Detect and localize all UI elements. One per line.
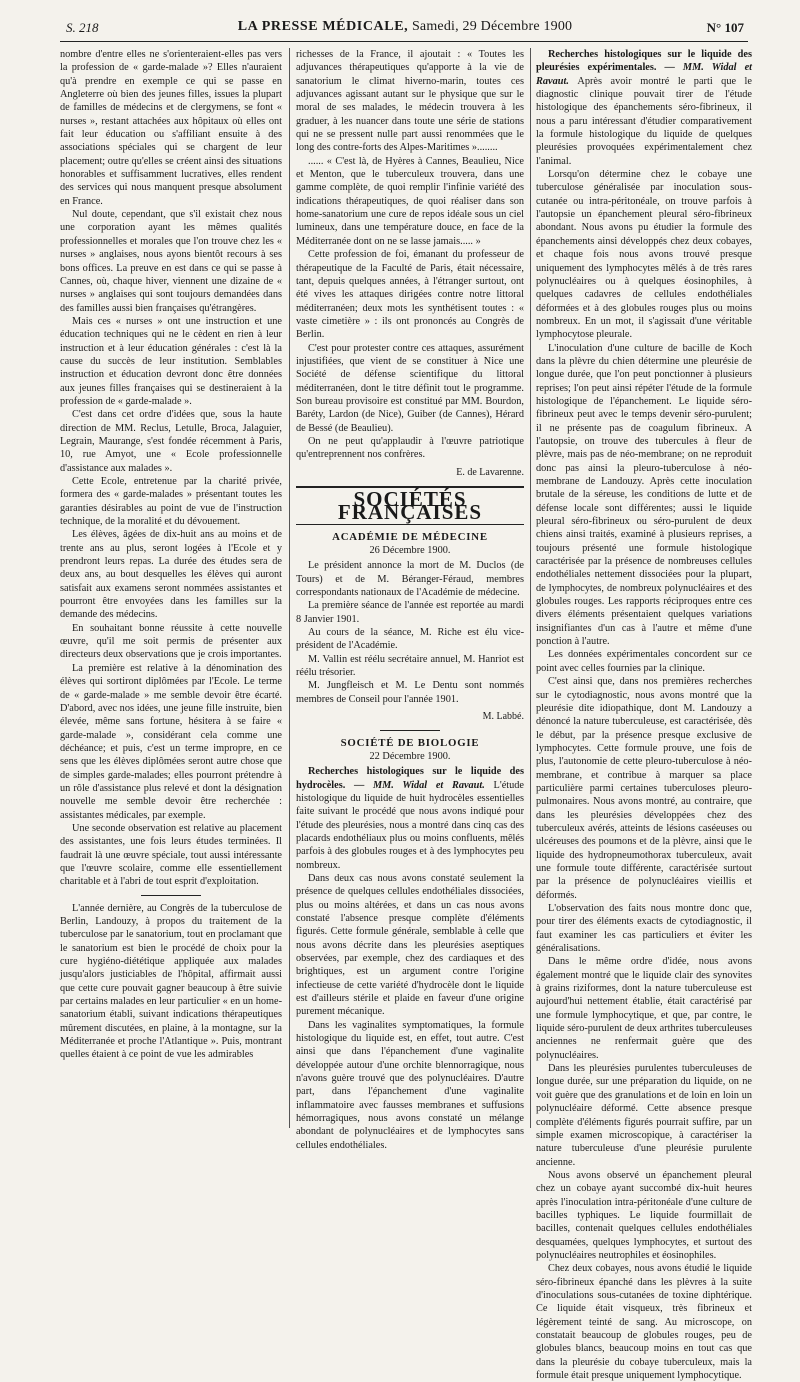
journal-title: LA PRESSE MÉDICALE, xyxy=(237,19,409,34)
paragraph: richesses de la France, il ajoutait : « Toutes les adjuvances thérapeutiques qu'apporte à la vie de sanatorium le climat hiverno-marin, toutes ces adjuvances agissant autant sur le physique que sur le moral de ses malades, le médecin trouvera à les graduer, à les nuancer dans toute une série de stations qui ne se pressent nulle part aussi renommées que le long des contre-forts des Alpes-Maritimes »........ xyxy=(296,49,524,154)
paragraph: On ne peut qu'applaudir à l'œuvre patriotique qu'entreprennent nos confrères. xyxy=(296,435,524,461)
paragraph: C'est dans cet ordre d'idées que, sous la haute direction de MM. Reclus, Letulle, Broca, Jalaguier, Legrain, Maurange, s'est fondée récemment à Paris, 10, rue Amyot, une « Ecole professionnelle d'assistance aux malades ». xyxy=(60,409,282,474)
column-right xyxy=(536,48,752,1382)
page-header xyxy=(66,16,744,44)
society-title: ACADÉMIE DE MÉDECINE xyxy=(332,530,488,543)
paragraph: Chez deux cobayes, nous avons étudié le liquide séro-fibrineux épanché dans les plèvres à la suite d'inoculations sous-cutanées de toxine diphtérique. Ce liquide était visqueux, très fibrineux et légèrement teinté de sang. Au microscope, on constatait beaucoup de globules rouges, peu de globules blancs, beaucoup moins en tout cas que dans la pleurésie du cobaye tuberculeux, mais la formule était presque uniquement lymphocytique. xyxy=(536,1263,752,1382)
article-heading xyxy=(296,765,524,872)
society-title: SOCIÉTÉ DE BIOLOGIE xyxy=(340,736,480,749)
paragraph: La première est relative à la dénomination des élèves qui sortiront diplômées par l'Ecole. Le terme de « garde-malade » me semble devoir être écarté. D'abord, avec nos idées, une jeune fille instruite, bien élevée, même sans fortune, hésitera à se faire « garde-malade », considérant cela comme une déchéance; et puis, c'est un terme impropre, en ce sens que les élèves diplômées seront autre chose que de simples garde-malades; elles pourront prétendre à un rôle d'assistance plus relevé et dont la désignation nouvelle me semble devoir être recherchée : assistantes médicales, par exemple. xyxy=(60,662,282,821)
paragraph: Les données expérimentales concordent sur ce point avec celles fournies par la clinique. xyxy=(536,649,752,674)
section-title: SOCIÉTÉS FRANÇAISES xyxy=(296,493,524,525)
separator xyxy=(141,895,201,896)
paragraph: Dans les vaginalites symptomatiques, la formule histologique du liquide est, en effet, tout autre. C'est ainsi que dans l'épanchement d'une vaginalite développée autour d'une orchite blennorragique, nous n'avons guère trouvé que des polynucléaires. D'autre part, dans l'épanchement d'une vaginalite inflammatoire avec fausses membranes et suffusions hémorragiques, nous avons constaté un mélange abondant de polynucléaires et de lymphocytes sans cellules endothéliales. xyxy=(296,1019,524,1151)
paragraph: Une seconde observation est relative au placement des assistantes, une fois leurs études terminées. Il faudrait là une œuvre spéciale, tout aussi intéressante que l'œuvre scolaire, comme elle essentiellement charitable et à l'abri de tout esprit d'exploitation. xyxy=(60,822,282,888)
separator xyxy=(380,730,440,731)
paragraph: En souhaitant bonne réussite à cette nouvelle œuvre, qu'il me soit permis de présenter aux directeurs deux observations que je crois importantes. xyxy=(60,622,282,661)
issue-number: N° 107 xyxy=(706,20,744,35)
article-heading xyxy=(536,48,752,168)
article-title: Recherches histologiques sur le liquide des pleurésies expérimentales. — xyxy=(536,49,752,74)
issue-date: Samedi, 29 Décembre 1900 xyxy=(411,19,573,34)
paragraph: Dans deux cas nous avons constaté seulement la présence de quelques cellules endothéliales dissociées, plus ou moins altérées, et dans un cas nous avons constaté l'absence presque complète d'éléments figurés. Cette formule générale, semblable à celle que nous avons décrite dans les pleurésies aseptiques observées, par exemple, chez des cardiaques et des brightiques, est un argument contre l'origine infectieuse de cette variété d'hydrocèle dont le liquide est d'ailleurs stérile et plaide en faveur d'une origine purement mécanique. xyxy=(296,872,524,1018)
paragraph: Au cours de la séance, M. Riche est élu vice-président de l'Académie. xyxy=(296,627,524,652)
running-title xyxy=(66,19,744,35)
paragraph: Les élèves, âgées de dix-huit ans au moins et de trente ans au plus, seront logées à l'Ecole et y prendront leurs repas. La durée des études sera de deux ans, au bout desquelles les élèves qui auront satisfait aux examens seront nommées assistantes et pourront être envoyées dans les familles sur la demande des médecins. xyxy=(60,529,282,621)
paragraph: M. Vallin est réélu secrétaire annuel, M. Hanriot est réélu trésorier. xyxy=(296,653,524,679)
paragraph: Lorsqu'on détermine chez le cobaye une tuberculose généralisée par inoculation sous-cutanée ou intra-péritonéale, on trouve parfois à l'autopsie un épanchement pleural séro-fibrineux abondant. Nous avons pu étudier la formule des épanchements ainsi développés chez deux cobayes, et chaque fois nous avons trouvé presque uniquement des lymphocytes mêlés à de très rares polynucléaires ou à quelques éosinophiles, à quelques cadavres de cellules endothéliales déformées et à des globules rouges plus ou moins nombreux. En un mot, il s'agissait d'une véritable lymphocytose pleurale. xyxy=(536,169,752,341)
paragraph: Cette Ecole, entretenue par la charité privée, formera des « garde-malades » présentant toutes les garanties désirables au point de vue de l'instruction technique, de la moralité et du dévouement. xyxy=(60,476,282,528)
paragraph: M. Jungfleisch et M. Le Dentu sont nommés membres de Conseil pour l'année 1901. xyxy=(296,680,524,705)
report-signature: M. Labbé. xyxy=(482,711,524,723)
column-left xyxy=(60,48,282,1128)
paragraph: C'est pour protester contre ces attaques, assurément injustifiées, que vient de se constituer à Nice une Société de défense scientifique du littoral méditerranéen, dont le titre définit tout le programme. Son bureau provisoire est constitué par MM. Bourdon, Baréty, Lardon (de Nice), Guiber (de Cannes), Hérard de Bessé (de Beaulieu). xyxy=(296,342,524,434)
article-authors: MM. Widal et Ravaut. xyxy=(372,779,485,791)
paragraph: Nous avons observé un épanchement pleural chez un cobaye ayant succombé dix-huit heures après l'inoculation intra-péritonéale d'une culture de bacilles typhiques. Le liquide fourmillait de bacilles, contenait quelques cellules endothéliales desquamées, quelques lymphocytes, et surtout des polynucléaires neutrophiles et éosinophiles. xyxy=(536,1169,752,1261)
paragraph: nombre d'entre elles ne s'orienteraient-elles pas vers la profession de « garde-malade »? Elles n'auraient qu'à prendre en exemple ce qui se passe en Angleterre où bien des jeunes filles, issues la plupart de familles de médecins et de clergymens, se font « nurses », restant attachées aux hôpitaux où elles ont fait leur éducation ou s'affiliant ensuite à des associations spéciales qui se chargent de leur placement; outre qu'elles se créent ainsi des situations honorables et suffisamment lucratives, elles rendent des services qui nous manquent presque absolument en France. xyxy=(60,49,282,207)
paragraph: L'année dernière, au Congrès de la tuberculose de Berlin, Landouzy, à propos du traitement de la tuberculose par le sanatorium, tout en proclamant que le sanatorium est bien le procédé de choix pour la cure hygiéno-diététique appliquée aux malades jusqu'alors justiciables de l'hôpital, affirmait aussi que cette cure pouvait gagner beaucoup à être suivie par certains malades en leur particulier « en un home-sanatorium établi, suivant indications thérapeutiques mûrement discutées, en plaine, à la montagne, sur la Méditerranée et proche l'Atlantique ». Puis, montrant quelles étaient à ce point de vue les admirables xyxy=(60,902,282,1061)
paragraph: Dans les pleurésies purulentes tuberculeuses de longue durée, sur une préparation du liquide, on ne voit guère que des granulations et de loin en loin un polynucléaire déformé. Cette absence presque complète d'éléments figurés pourrait suffire, par un simple examen microscopique, à caractériser la nature tuberculeuse d'une pleurésie purulente ancienne. xyxy=(536,1063,752,1168)
paragraph: Le président annonce la mort de M. Duclos (de Tours) et de M. Béranger-Féraud, membres correspondants nationaux de l'Académie de médecine. xyxy=(296,560,524,599)
paragraph: Dans le même ordre d'idée, nous avons également montré que le liquide clair des synovites à grains riziformes, dont la nature tuberculeuse est aujourd'hui nettement établie, était caractérisé par une formule lymphocytique, et que, par contre, le liquide séro-purulent de deux arthrites tuberculeuses anciennes ne renfermait guère que des polynucléaires. xyxy=(536,956,752,1061)
paragraph: La première séance de l'année est reportée au mardi 8 Janvier 1901. xyxy=(296,600,524,625)
paragraph: Mais ces « nurses » ont une instruction et une éducation techniques qui ne le cèdent en rien à leur instruction et à leur éducation générales : c'est là la cause du succès de leur institution. Semblables instruction et éducation devront donc être données aux jeunes filles françaises qui se destineraient à la profession de « garde-malade ». xyxy=(60,315,282,407)
paragraph: L'inoculation d'une culture de bacille de Koch dans la plèvre du chien détermine une pleurésie de longue durée, que l'on peut ponctionner à plusieurs reprises; l'on peut ainsi répéter l'étude de la formule histologique de l'épanchement. Le liquide séro-fibrineux peut avec le temps devenir séro-purulent; il ne présente pas de coagulum fibrineux. A l'autopsie, on trouve des tubercules à fleur de plèvre, mais pas de néo-membrane; on ne reproduit donc pas ainsi la pleuro-tuberculose à néo-membrane de Landouzy. Après cette inoculation brutale de la séreuse, les conditions de lutte et de défense locale sont différentes; aussi le liquide pleural séro-fibrineux ou séro-purulent de deux chiens ainsi traités, examiné à plusieurs reprises, a toujours présenté une formule histologique caractérisée par la présence de nombreuses cellules endothéliales nettement dissociées pour la plupart, de lymphocytes, de nombreux polynucléaires et des globules rouges. Les rapports réciproques entre ces divers éléments présentaient quelques variations insignifiantes d'un cas à l'autre et même d'une ponction à l'autre. xyxy=(536,342,752,648)
header-rule xyxy=(60,41,748,42)
session-date: 26 Décembre 1900. xyxy=(369,545,451,557)
column-divider xyxy=(530,48,531,1128)
article-title: Recherches histologiques sur le liquide des hydrocèles. — xyxy=(296,766,524,791)
paragraph: Nul doute, cependant, que s'il existait chez nous une corporation ayant les mêmes qualités professionnelles et morales que l'on trouve chez les « nurses » anglaises, nous ayons bientôt recours à ses bons offices. La preuve en est dans ce qui se passe à Cannes, où, chaque hiver, viennent une dizaine de « nurses » anglaises qui sont toujours demandées dans des familles aussi bien françaises qu'étrangères. xyxy=(60,209,282,314)
paragraph: Cette profession de foi, émanant du professeur de thérapeutique de la Faculté de Paris, était nécessaire, tant, depuis quelques années, à l'étranger surtout, ont été vives les attaques dirigées contre notre littoral méditerranéen; deux mots les synthétisent toutes : « vaste cimetière » : ils ont prononcés au Congrès de Berlin. xyxy=(296,249,524,341)
article-signature: E. de Lavarenne. xyxy=(456,466,524,478)
article-intro: L'étude histologique du liquide de huit hydrocèles essentielles faite suivant le procédé que nous avons indiqué pour l'étude des pleurésies, nous a montré dans cinq cas des placards endothéliaux plus ou moins confluents, mêlés parfois à des globules rouges et à des lymphocytes peu nombreux. xyxy=(296,779,524,871)
column-middle xyxy=(296,48,524,1151)
session-date: 22 Décembre 1900. xyxy=(369,750,451,762)
page-number: S. 218 xyxy=(66,20,99,35)
paragraph: C'est ainsi que, dans nos premières recherches sur le cytodiagnostic, nous avons montré que la pleurésie dite idiopathique, dont M. Landouzy a dénoncé la nature tuberculeuse, est caractérisée, dès le début, par la présence presque exclusive de lymphocytes. Cette formule prouve, une fois de plus, l'autonomie de cette pleuro-tuberculose à néo-membrane, et contribue à marquer sa place particulière parmi certaines tuberculoses pleuro-pulmonaires. Nous avons montré, au contraire, que dans les pleurésies développées chez des tuberculeux avérés, atteints de lésions caséeuses ou ulcéreuses des poumons et de la plèvre, ainsi que le liquide des hydropneumothorax tuberculeux, avait une formule toute différente, caractérisée surtout par la présence de polynucléaires vieillis et déformés. xyxy=(536,676,752,901)
paragraph: L'observation des faits nous montre donc que, pour tirer des éléments exacts de cytodiagnostic, il faut examiner les cas particuliers et éviter les généralisations. xyxy=(536,903,752,955)
article-intro: Après avoir montré le parti que le diagnostic clinique pouvait tirer de l'étude histologique des épanchements séro-fibrineux, il nous a paru intéressant d'étudier comparativement la formule histologique du liquide de quelques pleurésies provoquées expérimentalement chez l'animal. xyxy=(536,75,752,167)
column-divider xyxy=(289,48,290,1128)
paragraph: ...... « C'est là, de Hyères à Cannes, Beaulieu, Nice et Menton, que le tuberculeux trouvera, dans une gamme complète, de quoi remplir l'infinie variété des indications thérapeutiques, de quoi réaliser dans son home-sanatorium une cure de repos idéale sous un ciel lumineux, dans une température douce, en face de la Méditerranée dont on ne se lasse jamais..... » xyxy=(296,155,524,247)
article-authors: MM. Widal et Ravaut. xyxy=(536,62,752,87)
